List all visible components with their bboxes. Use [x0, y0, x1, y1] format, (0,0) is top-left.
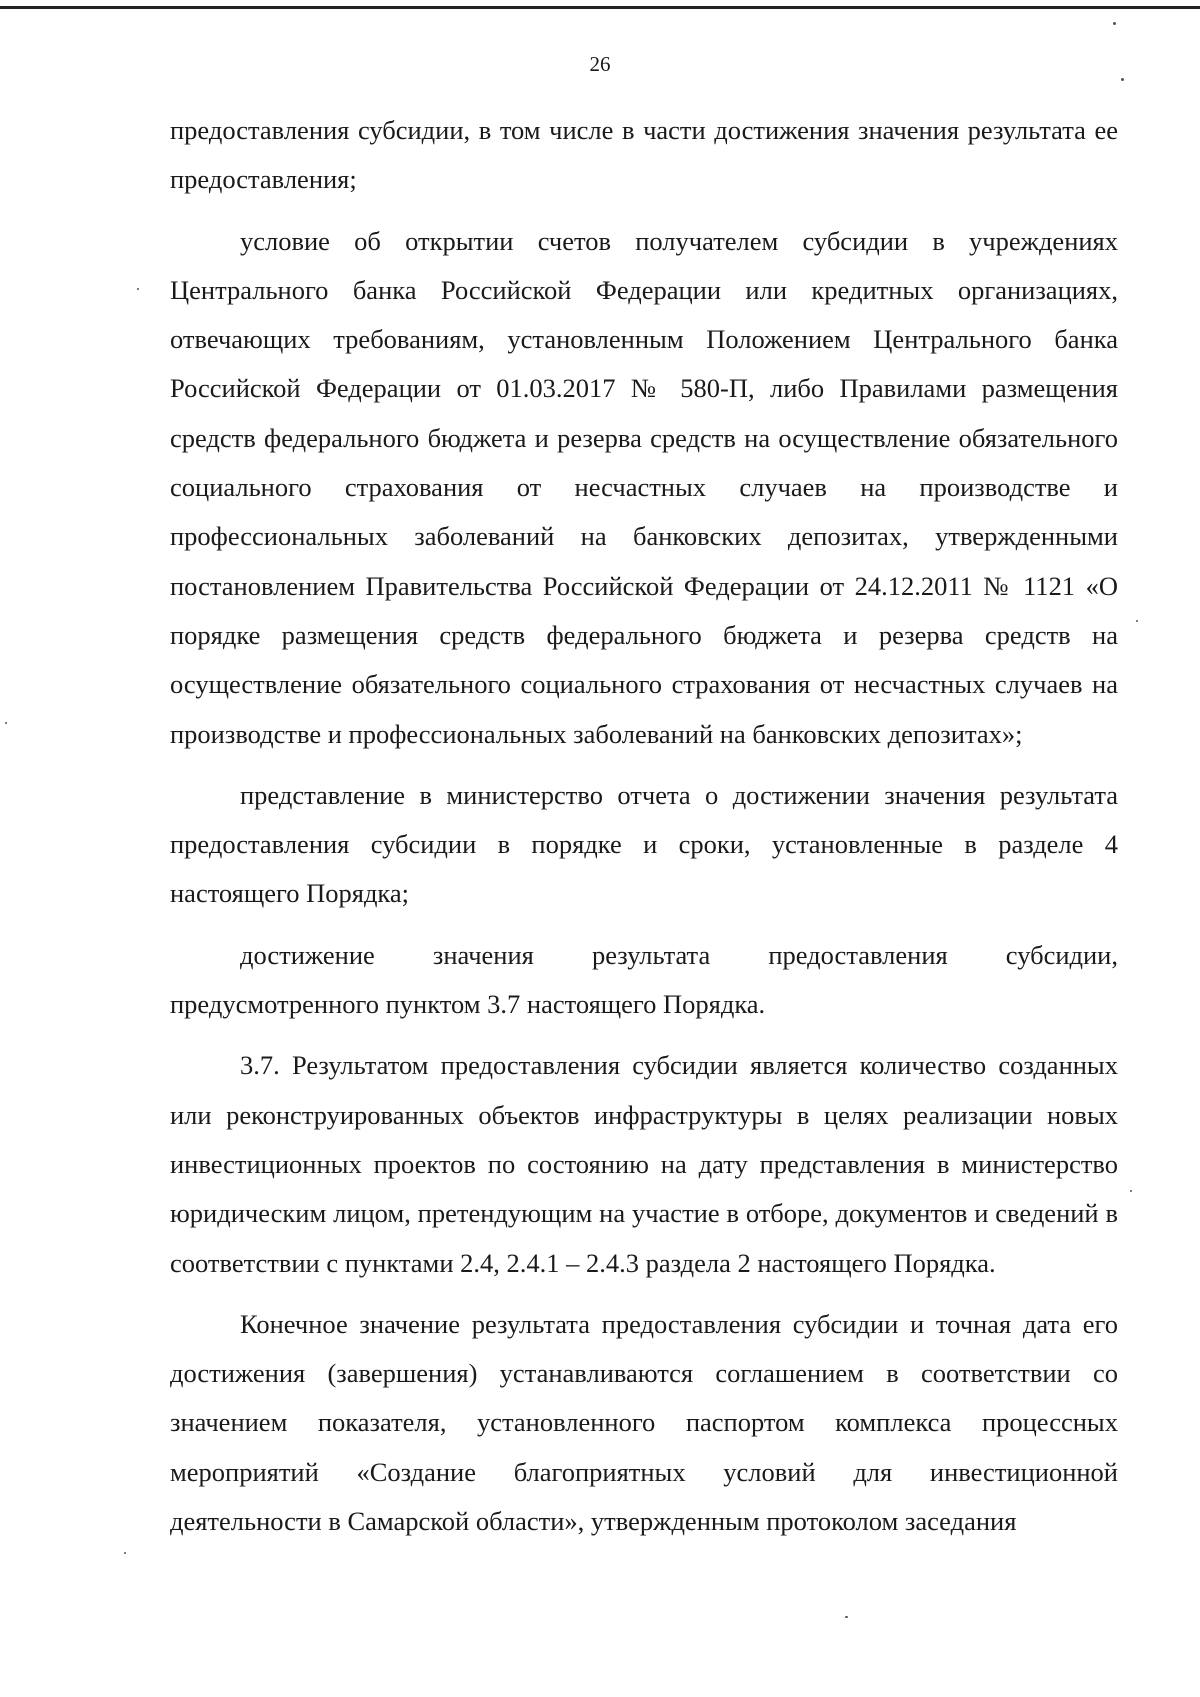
scan-speck: [124, 1552, 126, 1554]
document-body: [170, 106, 1118, 1546]
scan-speck: [137, 288, 139, 290]
scan-speck: [1130, 1190, 1132, 1192]
page-number: 26: [589, 52, 611, 76]
top-scan-border: [0, 6, 1200, 9]
paragraph-clause-3-7: 3.7. Результатом предоставления субсидии является количество созданных или реконструированных объектов инфраструктуры в целях реализации новых инвестиционных проектов по состоянию на дату представления в министерство юридическим лицом, претендующим на участие в отборе, документов и сведений в соответствии с пунктами 2.4, 2.4.1 – 2.4.3 раздела 2 настоящего Порядка.: [170, 1050, 1118, 1278]
scan-speck: [845, 1616, 848, 1618]
paragraph-account-condition: условие об открытии счетов получателем субсидии в учреждениях Центрального банка Российской Федерации или кредитных организациях, отвечающих требованиям, установленным Положением Центрального банка Российской Федерации от 01.03.2017 № 580-П, либо Правилами размещения средств федерального бюджета и резерва средств на осуществление обязательного социального страхования от несчастных случаев на производстве и профессиональных заболеваний на банковских депозитах, утвержденными постановлением Правительства Российской Федерации от 24.12.2011 № 1121 «О порядке размещения средств федерального бюджета и резерва средств на осуществление обязательного социального страхования от несчастных случаев на производстве и профессиональных заболеваний на банковских депозитах»;: [170, 225, 1118, 749]
scan-speck: [1121, 78, 1124, 81]
paragraph-continuation: предоставления субсидии, в том числе в части достижения значения результата ее предоставления;: [170, 115, 1118, 195]
scan-speck: [1136, 620, 1138, 622]
paragraph-report-condition: представление в министерство отчета о достижении значения результата предоставления субсидии в порядке и сроки, установленные в разделе 4 настоящего Порядка;: [170, 779, 1118, 909]
paragraph-final-value: Конечное значение результата предоставления субсидии и точная дата его достижения (завершения) устанавливаются соглашением в соответствии со значением показателя, установленного паспортом комплекса процессных мероприятий «Создание благоприятных условий для инвестиционной деятельности в Самарской области», утвержденным протоколом заседания: [170, 1308, 1118, 1537]
scan-speck: [1113, 22, 1116, 25]
paragraph-result-condition: достижение значения результата предоставления субсидии, предусмотренного пунктом 3.7 настоящего Порядка.: [170, 939, 1118, 1020]
scan-speck: [5, 722, 7, 724]
